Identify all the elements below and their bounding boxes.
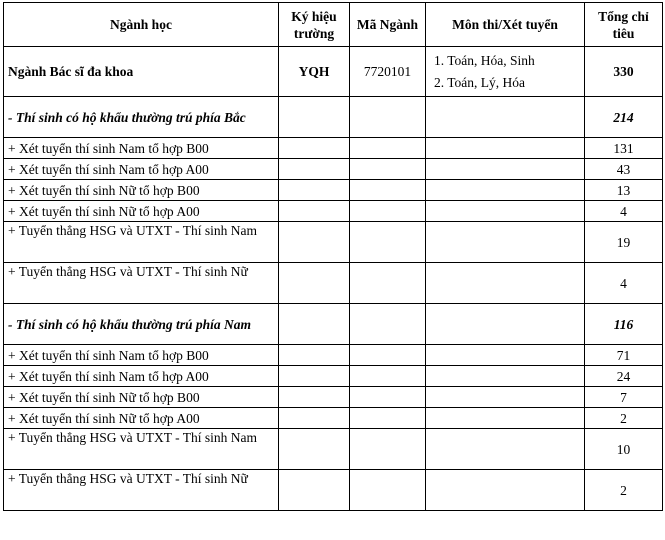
row-label: + Xét tuyển thí sinh Nam tổ hợp A00 [4,159,279,180]
empty-cell [279,263,350,304]
empty-cell [279,429,350,470]
empty-cell [426,470,585,511]
row-value: 4 [585,263,663,304]
table-row [4,201,663,222]
empty-cell [350,263,426,304]
group-label: - Thí sinh có hộ khẩu thường trú phía Bắc [4,97,279,138]
empty-cell [426,387,585,408]
empty-cell [350,304,426,345]
table-row [4,429,663,470]
row-label: + Xét tuyển thí sinh Nữ tổ hợp A00 [4,201,279,222]
row-label: + Tuyển thẳng HSG và UTXT - Thí sinh Nữ [4,470,279,511]
empty-cell [426,138,585,159]
row-label: + Tuyển thẳng HSG và UTXT - Thí sinh Nữ [4,263,279,304]
empty-cell [279,387,350,408]
row-value: 24 [585,366,663,387]
group-label: - Thí sinh có hộ khẩu thường trú phía Nam [4,304,279,345]
main-row [4,47,663,97]
table-row [4,408,663,429]
empty-cell [279,345,350,366]
empty-cell [426,222,585,263]
table-row [4,366,663,387]
table-row [4,97,663,138]
empty-cell [350,470,426,511]
empty-cell [279,159,350,180]
table-row [4,222,663,263]
empty-cell [279,366,350,387]
mon-thi-1: 1. Toán, Hóa, Sinh [434,52,535,68]
empty-cell [279,304,350,345]
header-tong: Tổng chỉ tiêu [585,3,663,47]
header-ma-nganh: Mã Ngành [350,3,426,47]
empty-cell [426,429,585,470]
empty-cell [426,201,585,222]
row-value: 13 [585,180,663,201]
main-ma-nganh: 7720101 [350,47,426,97]
empty-cell [279,201,350,222]
row-value: 7 [585,387,663,408]
main-nganh: Ngành Bác sĩ đa khoa [4,47,279,97]
empty-cell [279,138,350,159]
row-label: + Xét tuyển thí sinh Nữ tổ hợp A00 [4,408,279,429]
table-row [4,387,663,408]
table-row [4,138,663,159]
table-row [4,263,663,304]
row-value: 10 [585,429,663,470]
table-row [4,180,663,201]
empty-cell [350,366,426,387]
main-tong: 330 [585,47,663,97]
row-label: + Tuyển thẳng HSG và UTXT - Thí sinh Nam [4,222,279,263]
row-value: 43 [585,159,663,180]
empty-cell [426,345,585,366]
empty-cell [350,159,426,180]
row-value: 2 [585,470,663,511]
empty-cell [350,408,426,429]
empty-cell [350,97,426,138]
row-label: + Xét tuyển thí sinh Nữ tổ hợp B00 [4,387,279,408]
table-row [4,159,663,180]
main-mon-thi [426,47,585,97]
table-row [4,470,663,511]
header-row [4,3,663,47]
header-mon-thi: Môn thi/Xét tuyển [426,3,585,47]
group-total: 214 [585,97,663,138]
empty-cell [350,387,426,408]
admission-quota-table [3,2,663,511]
row-value: 19 [585,222,663,263]
empty-cell [426,263,585,304]
empty-cell [426,304,585,345]
empty-cell [350,222,426,263]
empty-cell [426,180,585,201]
row-value: 4 [585,201,663,222]
empty-cell [279,470,350,511]
empty-cell [426,408,585,429]
row-label: + Xét tuyển thí sinh Nam tổ hợp B00 [4,138,279,159]
main-ky-hieu: YQH [279,47,350,97]
empty-cell [350,201,426,222]
empty-cell [279,180,350,201]
row-label: + Tuyển thẳng HSG và UTXT - Thí sinh Nam [4,429,279,470]
row-label: + Xét tuyển thí sinh Nam tổ hợp A00 [4,366,279,387]
row-value: 2 [585,408,663,429]
empty-cell [350,180,426,201]
empty-cell [350,429,426,470]
empty-cell [279,408,350,429]
mon-thi-2: 2. Toán, Lý, Hóa [434,74,526,90]
quota-rows [4,97,663,511]
empty-cell [426,97,585,138]
row-label: + Xét tuyển thí sinh Nam tổ hợp B00 [4,345,279,366]
empty-cell [350,138,426,159]
row-value: 131 [585,138,663,159]
empty-cell [426,366,585,387]
row-label: + Xét tuyển thí sinh Nữ tổ hợp B00 [4,180,279,201]
header-nganh: Ngành học [4,3,279,47]
header-ky-hieu: Ký hiệu trường [279,3,350,47]
group-total: 116 [585,304,663,345]
row-value: 71 [585,345,663,366]
empty-cell [350,345,426,366]
empty-cell [426,159,585,180]
empty-cell [279,97,350,138]
empty-cell [279,222,350,263]
table-row [4,304,663,345]
table-row [4,345,663,366]
